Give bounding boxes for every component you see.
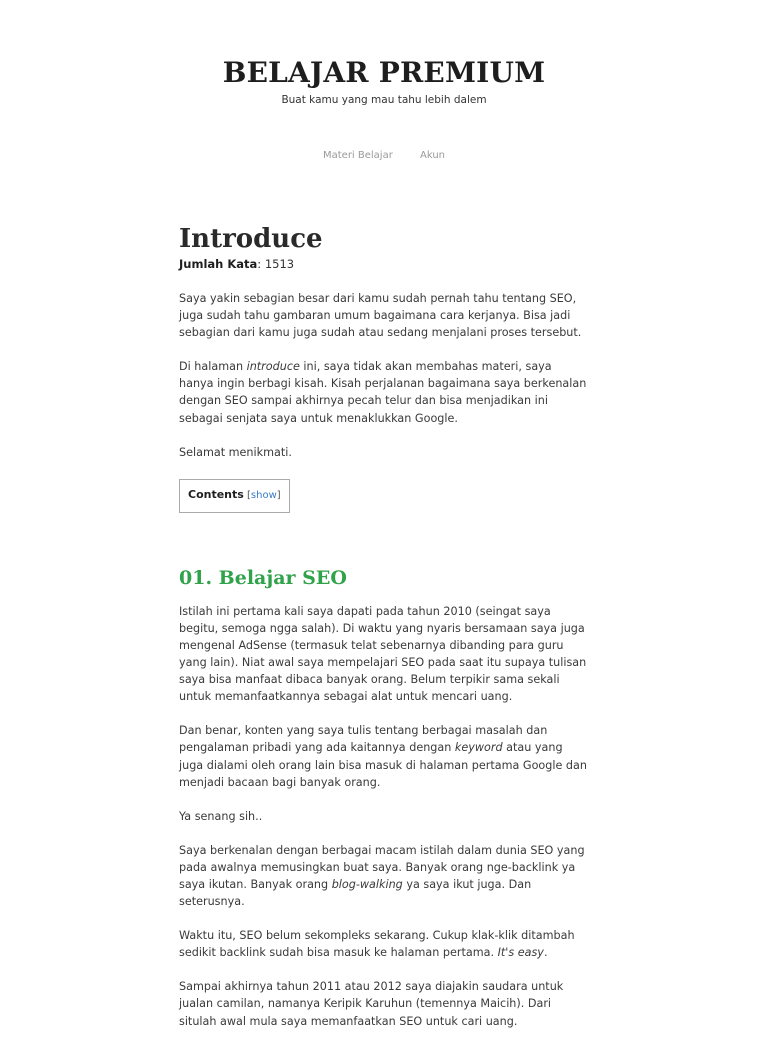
toc-bracket-close: ]	[276, 489, 281, 501]
section-paragraph-4	[179, 842, 589, 910]
page-title: Introduce	[179, 224, 323, 254]
section-paragraph-2	[179, 722, 589, 790]
site-description: Buat kamu yang mau tahu lebih dalem	[281, 94, 487, 106]
intro-paragraph-2	[179, 358, 589, 426]
section-heading: 01. Belajar SEO	[179, 566, 347, 589]
text-span: Di halaman	[179, 360, 247, 374]
section-paragraph-1: Istilah ini pertama kali saya dapati pada tahun 2010 (seingat saya begitu, semoga ngga salah). Di waktu yang nyaris bersamaan saya juga mengenal AdSense (termasuk telat sebenarnya dibanding para guru yang lain). Niat awal saya mempelajari SEO pada saat itu supaya tulisan saya bisa manfaat dibaca banyak orang. Belum terpikir sama sekali untuk memanfaatkannya sebagai alat untuk mencari uang.	[179, 604, 587, 704]
text-span: atau yang juga dialami oleh orang lain bisa masuk di halaman pertama Google dan menjadi bacaan bagi banyak orang.	[179, 741, 587, 789]
emphasis: introduce	[246, 360, 300, 374]
toc-show-toggle[interactable]: show	[250, 489, 277, 501]
emphasis: blog-walking	[331, 877, 403, 891]
text-span: Saya berkenalan dengan berbagai macam istilah dalam dunia SEO yang pada awalnya memusingkan buat saya. Banyak orang nge-backlink ya saya ikutan. Banyak orang	[179, 843, 585, 891]
emphasis: keyword	[454, 741, 503, 755]
text-span: Dan benar, konten yang saya tulis tentang berbagai masalah dan pengalaman pribadi yang ada kaitannya dengan	[179, 724, 548, 755]
nav-item-akun[interactable]: Akun	[420, 150, 446, 161]
intro-paragraph-3: Selamat menikmati.	[179, 445, 292, 459]
intro-paragraph-1: Saya yakin sebagian besar dari kamu sudah pernah tahu tentang SEO, juga sudah tahu gambaran umum bagaimana cara kerjanya. Bisa jadi sebagian dari kamu juga sudah atau sedang menjalani proses tersebut.	[179, 292, 582, 340]
text-span: Waktu itu, SEO belum sekompleks sekarang. Cukup klak-klik ditambah sedikit backlink sudah bisa masuk ke halaman pertama.	[179, 929, 575, 960]
word-count-separator: :	[257, 257, 265, 271]
nav-item-materi-belajar[interactable]: Materi Belajar	[322, 150, 393, 161]
text-span: ya saya ikut juga. Dan seterusnya.	[179, 877, 532, 909]
word-count-label: Jumlah Kata	[179, 257, 258, 271]
site-header	[0, 0, 768, 163]
word-count-value: 1513	[264, 257, 295, 271]
toc-label: Contents	[188, 487, 244, 501]
table-of-contents	[179, 479, 290, 513]
section-paragraph-3: Ya senang sih..	[179, 809, 263, 823]
main-nav	[0, 149, 768, 163]
toc-bracket-open: [	[243, 489, 251, 501]
site-title[interactable]: BELAJAR PREMIUM	[222, 56, 546, 89]
section-paragraph-6: Sampai akhirnya tahun 2011 atau 2012 saya diajakin saudara untuk jualan camilan, namanya Keripik Karuhun (temennya Maicih). Dari situlah awal mula saya memanfaatkan SEO untuk cari uang.	[179, 980, 564, 1028]
emphasis: It's easy	[497, 946, 544, 960]
section-paragraph-5	[179, 927, 589, 961]
word-count	[179, 256, 589, 272]
text-span: ini, saya tidak akan membahas materi, saya hanya ingin berbagi kisah. Kisah perjalanan bagaimana saya berkenalan dengan SEO sampai akhirnya pecah telur dan bisa menjadikan ini sebagai senjata saya untuk menaklukkan Google.	[179, 360, 587, 425]
article	[179, 222, 589, 1047]
text-span: .	[543, 946, 548, 960]
